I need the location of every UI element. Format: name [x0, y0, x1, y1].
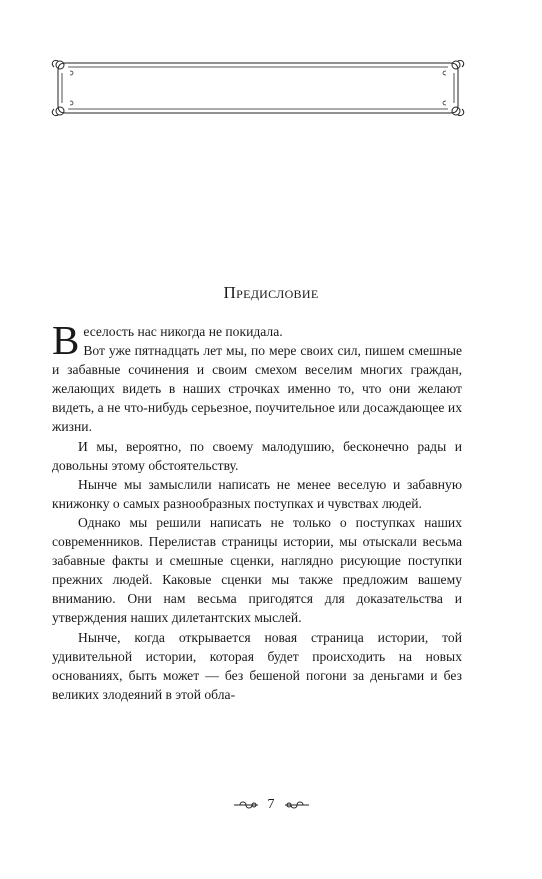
paragraph: Нынче, когда открывается новая страница истории, той удивительной истории, которая будет происходить на новых основаниях, быть может — без бешеной погони за деньгами и без великих злодеяний в этой обла-: [52, 629, 462, 702]
chapter-title: Предисловие: [223, 283, 319, 302]
paragraph-text: еселость нас никогда не покидала.: [83, 324, 283, 339]
paragraph: Однако мы решили написать не только о поступках наших современников. Перелистав страницы истории, мы отыскали весьма забавные факты и смешные сценки, наглядно рисующие поступки прежних людей. Каковые сценки мы также предложим вашему вниманию. Они нам весьма пригодятся для доказательства и утверждения наших дилетантских мыслей.: [52, 514, 462, 626]
paragraph: Нынче мы замыслили написать не менее веселую и забавную книжонку о самых разнообразных поступках и чувствах людей.: [52, 476, 462, 511]
body-text: [52, 317, 462, 704]
page-number: 7: [267, 797, 275, 812]
page-footer: [0, 797, 542, 813]
paragraph: И мы, вероятно, по своему малодушию, бесконечно рады и довольны этому обстоятельству.: [52, 438, 462, 473]
ornamental-frame-icon: [50, 57, 466, 119]
paragraph: Вот уже пятнадцать лет мы, по мере своих сил, пишем смешные и забавные сочинения и своим смехом веселим многих граждан, желающих видеть в наших строчках именно то, что они желают видеть, а не что-нибудь серьезное, поучительное или досаждающее их жизни.: [52, 343, 462, 435]
flourish-right-icon: [283, 799, 311, 811]
drop-cap: В: [52, 317, 80, 363]
flourish-left-icon: [232, 799, 260, 811]
paragraph-first: [52, 317, 462, 363]
